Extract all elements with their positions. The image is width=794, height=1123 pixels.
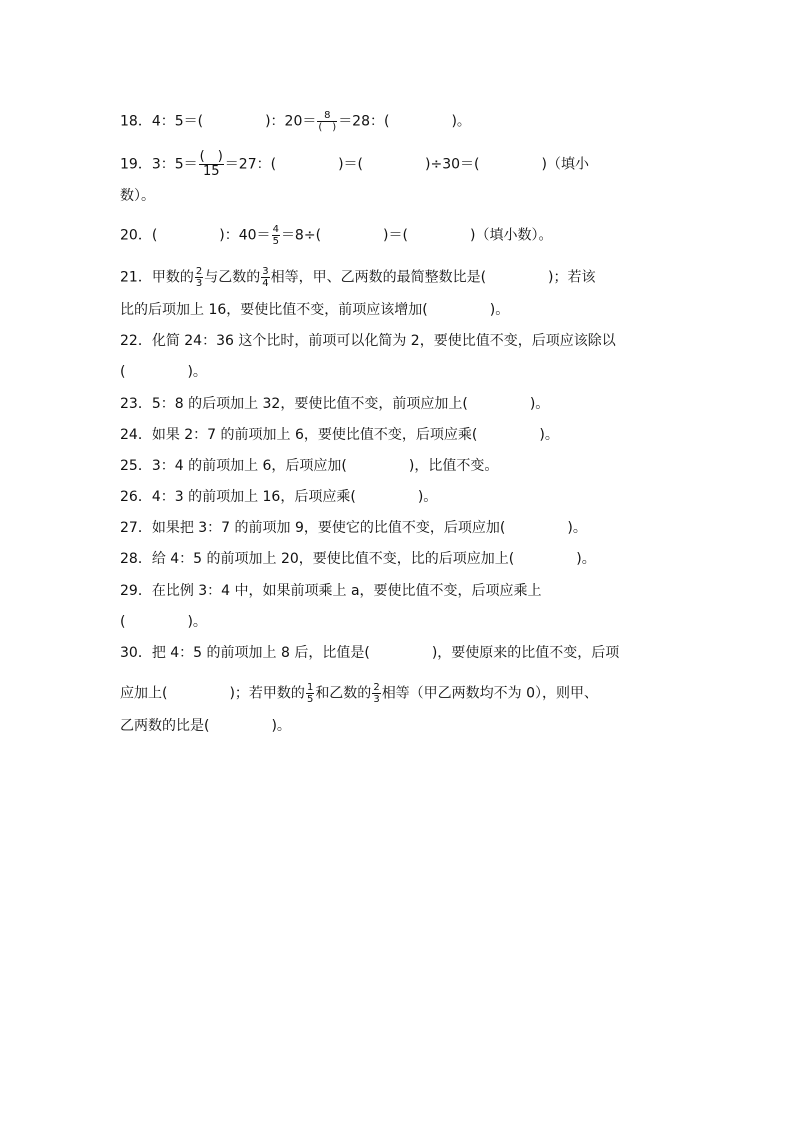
q19-text-c: )＝( (338, 156, 364, 173)
q26-text-a: 26．4：3 的前项加上 16，后项应乘( (120, 489, 356, 505)
q30-l2-text-c: 和乙数的 (315, 685, 372, 702)
q21-text-b: 与乙数的 (204, 269, 261, 286)
q18-text-b: )：20＝ (265, 113, 317, 130)
q18-text-a: 18．4：5＝( (120, 113, 204, 130)
q23-text-b: )。 (529, 396, 550, 412)
question-21 (120, 266, 596, 289)
q20-fraction: $\frac{4}{5}$ (272, 224, 279, 247)
q21-text-c: 相等，甲、乙两数的最简整数比是( (270, 269, 487, 286)
q21-text-a: 21．甲数的 (120, 269, 194, 286)
q21-fraction-2: $\frac{3}{4}$ (262, 266, 269, 289)
q24-text-b: )。 (539, 427, 559, 443)
q19-fraction: $\frac{( )}{15}$ (199, 149, 223, 179)
question-22: 22．化简 24：36 这个比时，前项可以化简为 2，要使比值不变，后项应该除以 (120, 333, 616, 349)
q30-l2-text-a: 应加上( (120, 685, 168, 702)
question-27 (120, 520, 587, 536)
q30-fraction-2: $\frac{2}{3}$ (373, 682, 380, 705)
question-26 (120, 489, 437, 505)
question-28 (120, 551, 596, 567)
question-19 (120, 150, 589, 179)
q25-text-b: )，比值不变。 (408, 458, 499, 474)
question-20 (120, 224, 552, 247)
q25-text-a: 25．3：4 的前项加上 6，后项应加( (120, 458, 347, 474)
q22-cont-b: )。 (187, 364, 207, 380)
q30-text-b: )，要使原来的比值不变，后项 (431, 645, 620, 661)
question-18 (120, 110, 471, 133)
q24-text-a: 24．如果 2：7 的前项加上 6，要使比值不变，后项应乘( (120, 427, 478, 443)
q19-text-d: )÷30＝( (425, 156, 480, 173)
question-19-continued: 数）。 (120, 188, 155, 204)
q19-text-b: ＝27：( (224, 156, 277, 173)
q20-text-d: )＝( (383, 227, 408, 244)
question-22-continued (120, 364, 207, 380)
q18-text-d: )。 (451, 113, 471, 130)
q18-fraction: $\frac{8}{( )}$ (318, 110, 337, 133)
q21-fraction-1: $\frac{2}{3}$ (195, 266, 203, 289)
q27-text-b: )。 (567, 520, 587, 536)
question-21-continued (120, 302, 509, 318)
q23-text-a: 23．5：8 的后项加上 32，要使比值不变，前项应加上( (120, 396, 468, 412)
q20-text-e: )（填小数）。 (469, 227, 553, 244)
q29-cont-b: )。 (187, 614, 207, 630)
q20-text-c: ＝8÷( (280, 227, 322, 244)
q21-cont-b: )。 (489, 302, 510, 318)
question-30-line-2 (120, 682, 598, 705)
question-29: 29．在比例 3：4 中，如果前项乘上 a，要使比值不变，后项应乘上 (120, 583, 542, 599)
question-23 (120, 396, 549, 412)
question-30-line-3 (120, 718, 291, 734)
q27-text-a: 27．如果把 3：7 的前项加 9，要使它的比值不变，后项应加( (120, 520, 506, 536)
q30-l3-text-b: )。 (271, 718, 291, 734)
q21-text-d: )；若该 (548, 269, 596, 286)
q30-l2-text-d: 相等（甲乙两数均不为 0），则甲、 (381, 685, 599, 702)
question-29-continued (120, 614, 207, 630)
question-24 (120, 427, 559, 443)
q30-fraction-1: $\frac{1}{5}$ (306, 682, 314, 705)
q19-text-a: 19．3：5＝ (120, 156, 198, 173)
q30-l3-text-a: 乙两数的比是( (120, 718, 210, 734)
q18-text-c: ＝28：( (338, 113, 390, 130)
q30-l2-text-b: )；若甲数的 (229, 685, 305, 702)
q28-text-b: )。 (576, 551, 596, 567)
q20-text-b: )：40＝ (219, 227, 271, 244)
q20-text-a: 20．( (120, 227, 158, 244)
question-30 (120, 645, 619, 661)
question-25 (120, 458, 498, 474)
q21-cont-a: 比的后项加上 16，要使比值不变，前项应该增加( (120, 302, 428, 318)
q22-cont-a: ( (120, 364, 126, 380)
q30-text-a: 30．把 4：5 的前项加上 8 后，比值是( (120, 645, 370, 661)
q29-cont-a: ( (120, 614, 126, 630)
q26-text-b: )。 (417, 489, 438, 505)
q28-text-a: 28．给 4：5 的前项加上 20，要使比值不变，比的后项应加上( (120, 551, 515, 567)
q19-text-e: )（填小 (541, 156, 589, 173)
